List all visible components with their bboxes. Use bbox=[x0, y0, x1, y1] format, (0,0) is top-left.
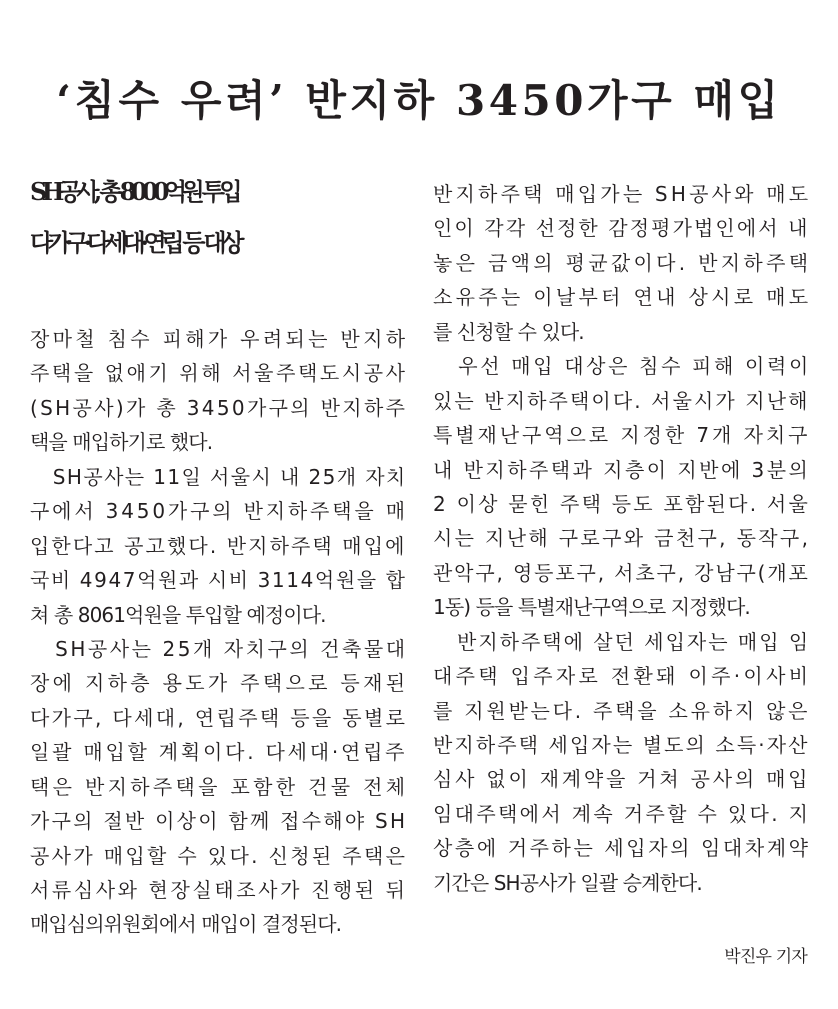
body-text-line: 입한다고 공고했다. 반지하주택 매입에 bbox=[30, 533, 407, 558]
left-column bbox=[30, 322, 410, 942]
body-text-line: SH공사는 25개 자치구의 건축물대 bbox=[30, 636, 408, 661]
right-column bbox=[433, 177, 813, 900]
body-text-line: 임대주택에서 계속 거주할 수 있다. 지 bbox=[433, 801, 811, 826]
body-text-line: 상층에 거주하는 세입자의 임대차계약 bbox=[433, 836, 811, 861]
body-text-line: 반지하주택에 살던 세입자는 매입 임 bbox=[433, 629, 811, 654]
body-text-line: 서류심사와 현장실태조사가 진행된 뒤 bbox=[30, 878, 408, 902]
body-text-line: 소유주는 이날부터 연내 상시로 매도 bbox=[433, 285, 812, 310]
body-text-line: 일괄 매입할 계획이다. 다세대·연립주 bbox=[30, 740, 408, 765]
body-text-line: 가구의 절반 이상이 함께 접수해야 SH bbox=[30, 809, 408, 834]
body-text-line: 내 반지하주택과 지층이 지반에 3분의 bbox=[433, 457, 811, 482]
body-text-line: 관악구, 영등포구, 서초구, 강남구(개포 bbox=[433, 560, 810, 585]
subheadline-line-2: 다가구·다세대·연립 등 대상 bbox=[30, 228, 240, 257]
body-text-line: SH공사는 11일 서울시 내 25개 자치 bbox=[30, 464, 407, 489]
body-text-line: 대주택 입주자로 전환돼 이주·이사비 bbox=[433, 664, 812, 689]
body-text-line: 구에서 3450가구의 반지하주택을 매 bbox=[30, 499, 408, 524]
body-text-line: 매입심의위원회에서 매입이 결정된다. bbox=[30, 912, 342, 937]
body-text-line: 를 신청할 수 있다. bbox=[433, 319, 584, 344]
body-text-line: (SH공사)가 총 3450가구의 반지하주 bbox=[30, 395, 408, 420]
body-text-line: 기간은 SH공사가 일괄 승계한다. bbox=[433, 870, 702, 895]
headline: ‘침수 우려’ 반지하 3450가구 매입 bbox=[56, 76, 782, 126]
body-text-line: 심사 없이 재계약을 거쳐 공사의 매입 bbox=[433, 767, 811, 792]
body-text-line: 1동) 등을 특별재난구역으로 지정했다. bbox=[433, 595, 750, 620]
body-text-line: 인이 각각 선정한 감정평가법인에서 내 bbox=[433, 216, 810, 241]
body-text-line: 장에 지하층 용도가 주택으로 등재된 bbox=[30, 671, 409, 696]
body-text-line: 를 지원받는다. 주택을 소유하지 않은 bbox=[433, 698, 811, 723]
body-text-line: 있는 반지하주택이다. 서울시가 지난해 bbox=[433, 388, 810, 413]
body-text-line: 주택을 없애기 위해 서울주택도시공사 bbox=[30, 361, 408, 386]
body-text-line: 우선 매입 대상은 침수 피해 이력이 bbox=[433, 354, 811, 379]
body-text-line: 택은 반지하주택을 포함한 건물 전체 bbox=[30, 774, 409, 799]
body-text-line: 다가구, 다세대, 연립주택 등을 동별로 bbox=[30, 705, 408, 730]
body-text-line: 국비 4947억원과 시비 3114억원을 합 bbox=[30, 568, 407, 593]
body-text-line: 택을 매입하기로 했다. bbox=[30, 430, 213, 455]
body-text-line: 시는 지난해 구로구와 금천구, 동작구, bbox=[433, 526, 811, 551]
body-text-line: 2 이상 묻힌 주택 등도 포함된다. 서울 bbox=[433, 491, 811, 516]
body-text-line: 반지하주택 세입자는 별도의 소득·자산 bbox=[433, 733, 810, 757]
body-text-line: 특별재난구역으로 지정한 7개 자치구 bbox=[433, 423, 811, 448]
subheadline-line-1: SH공사, 총 8000억원 투입 bbox=[30, 177, 237, 206]
body-text-line: 반지하주택 매입가는 SH공사와 매도 bbox=[433, 182, 812, 206]
body-text-line: 공사가 매입할 수 있다. 신청된 주택은 bbox=[30, 843, 408, 868]
body-text-line: 쳐 총 8061억원을 투입할 예정이다. bbox=[30, 602, 326, 627]
body-text-line: 놓은 금액의 평균값이다. 반지하주택 bbox=[433, 250, 812, 275]
body-text-line: 장마철 침수 피해가 우려되는 반지하 bbox=[30, 327, 409, 351]
byline: 박진우 기자 bbox=[724, 947, 807, 967]
